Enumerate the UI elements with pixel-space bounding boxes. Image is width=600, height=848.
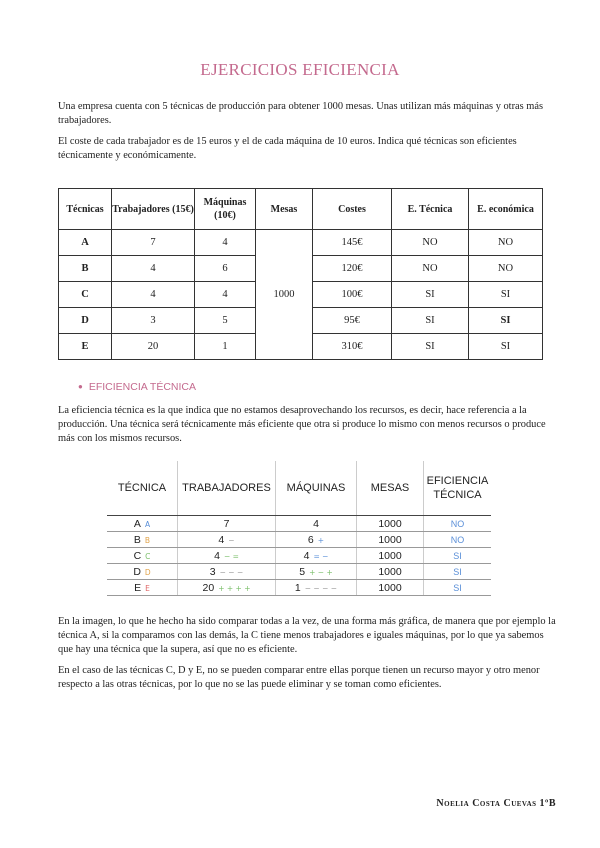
tecnica-letter: D xyxy=(133,565,141,578)
tecnica-letter: E xyxy=(134,581,142,594)
trabajadores-value: 4 xyxy=(214,549,220,562)
cell-tecnica: B xyxy=(59,256,112,282)
header-e-tecnica: E. Técnica xyxy=(392,189,469,230)
bullet-icon: ● xyxy=(78,382,83,391)
comparison-table xyxy=(107,461,491,596)
cell-tecnica xyxy=(107,548,178,564)
cell-e-economica: SI xyxy=(469,282,543,308)
cell-maquinas: 5 xyxy=(195,308,256,334)
table-row xyxy=(107,532,491,548)
table-row xyxy=(59,230,543,256)
handwritten-mark: B xyxy=(144,535,151,545)
cell-mesas: 1000 xyxy=(357,564,424,580)
handwritten-mark: D xyxy=(144,567,151,577)
conclusion-paragraph-2: En el caso de las técnicas C, D y E, no se pueden comparar entre ellas porque tienen un recurso mayor y otro menor respecto a las otras técnicas, por lo que no se las puede eliminar y se toman como eficientes. xyxy=(58,665,540,690)
cell-maquinas xyxy=(276,548,357,564)
cell-trabajadores: 4 xyxy=(112,282,195,308)
cell-e-tecnica: NO xyxy=(392,230,469,256)
header-mesas: Mesas xyxy=(256,189,313,230)
table-row xyxy=(107,516,491,532)
cell-costes: 310€ xyxy=(313,334,392,360)
section-heading xyxy=(78,381,196,393)
cell-trabajadores xyxy=(178,516,276,532)
cell-maquinas: 4 xyxy=(195,230,256,256)
trabajadores-value: 7 xyxy=(223,517,230,530)
cell-tecnica xyxy=(107,564,178,580)
handwritten-mark: A xyxy=(144,519,151,529)
author-footer: Noelia Costa Cuevas 1ºB xyxy=(436,798,556,809)
cell-e-tecnica: NO xyxy=(392,256,469,282)
header-e-economica: E. económica xyxy=(469,189,543,230)
cell-eficiencia: SI xyxy=(424,548,492,564)
cell-eficiencia: NO xyxy=(424,532,492,548)
cell-trabajadores: 3 xyxy=(112,308,195,334)
trabajadores-value: 3 xyxy=(209,565,216,578)
table-row xyxy=(107,564,491,580)
cell-e-tecnica: SI xyxy=(392,308,469,334)
cell-tecnica xyxy=(107,532,178,548)
cell-e-economica: NO xyxy=(469,256,543,282)
cell-trabajadores: 20 xyxy=(112,334,195,360)
cell-e-tecnica: SI xyxy=(392,334,469,360)
conclusion-paragraph-1: En la imagen, lo que he hecho ha sido comparar todas a la vez, de una forma más gráfica, de manera que por ejemplo la técnica A, si la comparamos con las demás, la C tiene menos trabajadores e iguales máquinas, por lo que ya sabemos que hay una técnica que la supera, así que no es eficiente. xyxy=(58,616,556,655)
cell-maquinas xyxy=(276,580,357,596)
cell-maquinas: 4 xyxy=(195,282,256,308)
handwritten-mark: − − − − xyxy=(304,583,338,593)
header-trabajadores: TRABAJADORES xyxy=(178,461,276,516)
table-row xyxy=(107,548,491,564)
cell-tecnica: C xyxy=(59,282,112,308)
cell-mesas: 1000 xyxy=(357,516,424,532)
handwritten-mark: + + + + xyxy=(218,583,251,593)
maquinas-value: 5 xyxy=(299,565,306,578)
handwritten-mark: − = xyxy=(223,551,239,561)
cell-eficiencia: SI xyxy=(424,564,492,580)
cell-costes: 120€ xyxy=(313,256,392,282)
maquinas-value: 1 xyxy=(294,581,301,594)
definition-paragraph: La eficiencia técnica es la que indica que no estamos desaprovechando los recursos, es decir, hace referencia a la producción. Una técnica será técnicamente más eficiente que otra si produce lo mismo con menos recursos o produce más con los mismos recursos. xyxy=(58,405,546,444)
cell-tecnica: E xyxy=(59,334,112,360)
tecnica-letter: B xyxy=(133,533,141,546)
cell-costes: 100€ xyxy=(313,282,392,308)
handwritten-mark: C xyxy=(145,551,151,561)
cell-e-economica: SI xyxy=(469,334,543,360)
cell-maquinas xyxy=(276,564,357,580)
header-mesas: MESAS xyxy=(357,461,424,516)
cell-costes: 95€ xyxy=(313,308,392,334)
cell-mesas: 1000 xyxy=(357,580,424,596)
intro-paragraph-2: El coste de cada trabajador es de 15 euros y el de cada máquina de 10 euros. Indica qué técnicas son eficientes técnicamente y económicamente. xyxy=(58,136,517,161)
cell-trabajadores xyxy=(178,532,276,548)
cell-e-economica: SI xyxy=(469,308,543,334)
handwritten-mark: E xyxy=(145,583,150,593)
trabajadores-value: 4 xyxy=(218,533,225,546)
tecnica-letter: A xyxy=(133,517,141,530)
page-title: EJERCICIOS EFICIENCIA xyxy=(200,60,400,79)
maquinas-value: 6 xyxy=(307,533,314,546)
tecnica-letter: C xyxy=(133,549,142,562)
cell-tecnica: D xyxy=(59,308,112,334)
trabajadores-value: 20 xyxy=(202,581,215,594)
handwritten-mark: + xyxy=(317,535,325,545)
cell-maquinas: 6 xyxy=(195,256,256,282)
table-row xyxy=(107,580,491,596)
cell-tecnica: A xyxy=(59,230,112,256)
maquinas-value: 4 xyxy=(303,549,310,562)
cell-tecnica xyxy=(107,580,178,596)
cell-costes: 145€ xyxy=(313,230,392,256)
cell-e-economica: NO xyxy=(469,230,543,256)
cell-maquinas: 1 xyxy=(195,334,256,360)
header-trabajadores: Trabajadores (15€) xyxy=(112,189,195,230)
cell-mesas: 1000 xyxy=(256,230,313,360)
handwritten-mark: = − xyxy=(313,551,329,561)
costs-table-header-row xyxy=(59,189,543,230)
handwritten-mark: + − + xyxy=(309,567,333,577)
cell-trabajadores xyxy=(178,564,276,580)
header-maquinas: MÁQUINAS xyxy=(276,461,357,516)
cell-tecnica xyxy=(107,516,178,532)
maquinas-value: 4 xyxy=(313,517,319,530)
cell-maquinas xyxy=(276,516,357,532)
header-tecnicas: Técnicas xyxy=(59,189,112,230)
cell-mesas: 1000 xyxy=(357,532,424,548)
cell-e-tecnica: SI xyxy=(392,282,469,308)
comparison-header-row xyxy=(107,461,491,516)
header-costes: Costes xyxy=(313,189,392,230)
cell-mesas: 1000 xyxy=(357,548,424,564)
handwritten-mark: − − − xyxy=(219,567,244,577)
cell-maquinas xyxy=(276,532,357,548)
cell-eficiencia: SI xyxy=(424,580,492,596)
intro-paragraph-1: Una empresa cuenta con 5 técnicas de producción para obtener 1000 mesas. Unas utilizan más máquinas y otras más trabajadores. xyxy=(58,101,544,126)
cell-trabajadores: 4 xyxy=(112,256,195,282)
header-eficiencia: EFICIENCIA TÉCNICA xyxy=(424,461,492,516)
header-tecnica: TÉCNICA xyxy=(107,461,178,516)
costs-table xyxy=(58,188,543,360)
cell-eficiencia: NO xyxy=(424,516,492,532)
cell-trabajadores xyxy=(178,548,276,564)
cell-trabajadores: 7 xyxy=(112,230,195,256)
section-heading-text: EFICIENCIA TÉCNICA xyxy=(88,381,197,393)
header-maquinas: Máquinas (10€) xyxy=(195,189,256,230)
cell-trabajadores xyxy=(178,580,276,596)
handwritten-mark: − xyxy=(228,535,235,545)
